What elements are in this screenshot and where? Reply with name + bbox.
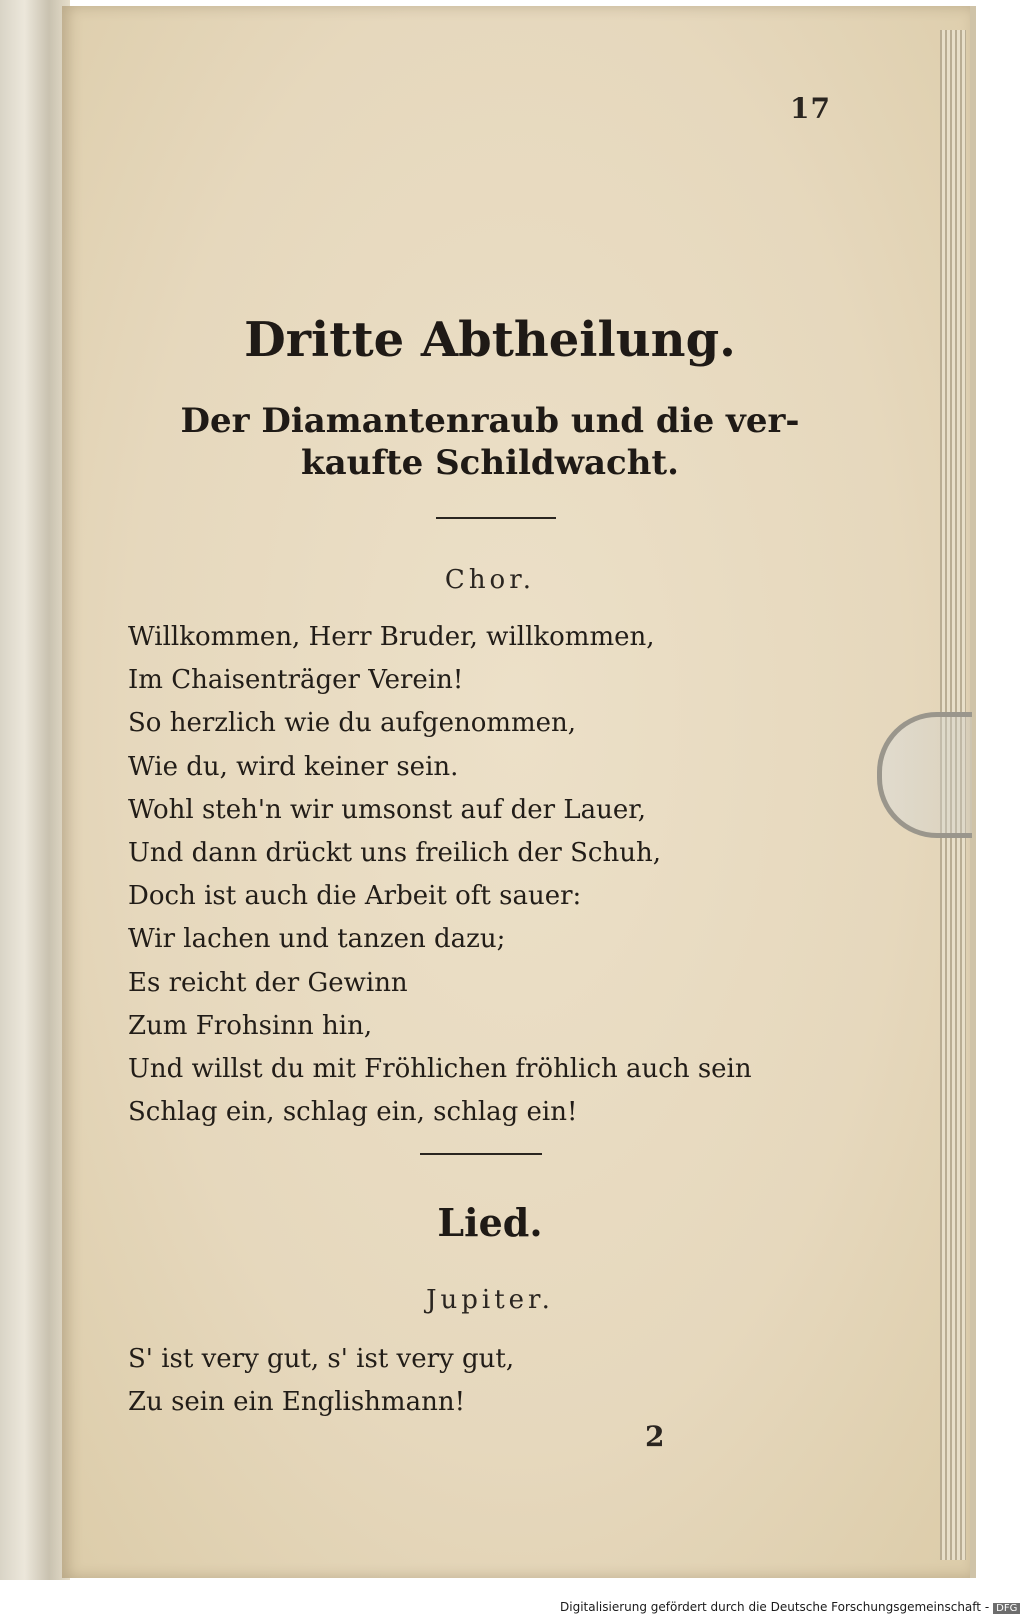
verse-line: Und dann drückt uns freilich der Schuh, [128,838,661,869]
section-title: Dritte Abtheilung. [244,312,736,368]
section-subtitle [100,400,880,484]
subtitle-line-2: kaufte Schildwacht. [301,443,679,483]
lied-speaker: Jupiter. [426,1285,554,1315]
divider-rule [436,517,556,519]
dfg-logo: DFG [993,1603,1020,1614]
page-number: 17 [790,92,831,125]
verse-line: Zu sein ein Englishmann! [128,1387,466,1418]
verse-line: S' ist very gut, s' ist very gut, [128,1344,515,1374]
verse-line: Im Chaisenträger Verein! [128,665,464,696]
signature-mark: 2 [645,1420,665,1453]
book-spine [0,0,70,1580]
chor-speaker: Chor. [444,565,536,595]
verse-line: Und willst du mit Fröhlichen fröhlich auch sein [128,1054,752,1085]
lied-verse [128,1338,848,1424]
verse-line: Zum Frohsinn hin, [128,1010,373,1041]
subtitle-line-1: Der Diamantenraub und die ver- [180,401,800,441]
footer-text: Digitalisierung gefördert durch die Deutsche Forschungsgemeinschaft - [560,1600,990,1614]
verse-line: Doch ist auch die Arbeit oft sauer: [128,881,582,912]
verse-line: Willkommen, Herr Bruder, willkommen, [128,622,655,652]
verse-line: So herzlich wie du aufgenommen, [128,708,577,739]
divider-rule [420,1153,542,1155]
verse-line: Es reicht der Gewinn [128,967,408,998]
verse-line: Wir lachen und tanzen dazu; [128,924,506,955]
verse-line: Wie du, wird keiner sein. [128,751,459,782]
digitization-footer [560,1600,1020,1614]
verse-line: Schlag ein, schlag ein, schlag ein! [128,1097,578,1128]
lied-title: Lied. [437,1200,543,1245]
chor-verse [128,616,848,1134]
verse-line: Wohl steh'n wir umsonst auf der Lauer, [128,794,647,825]
